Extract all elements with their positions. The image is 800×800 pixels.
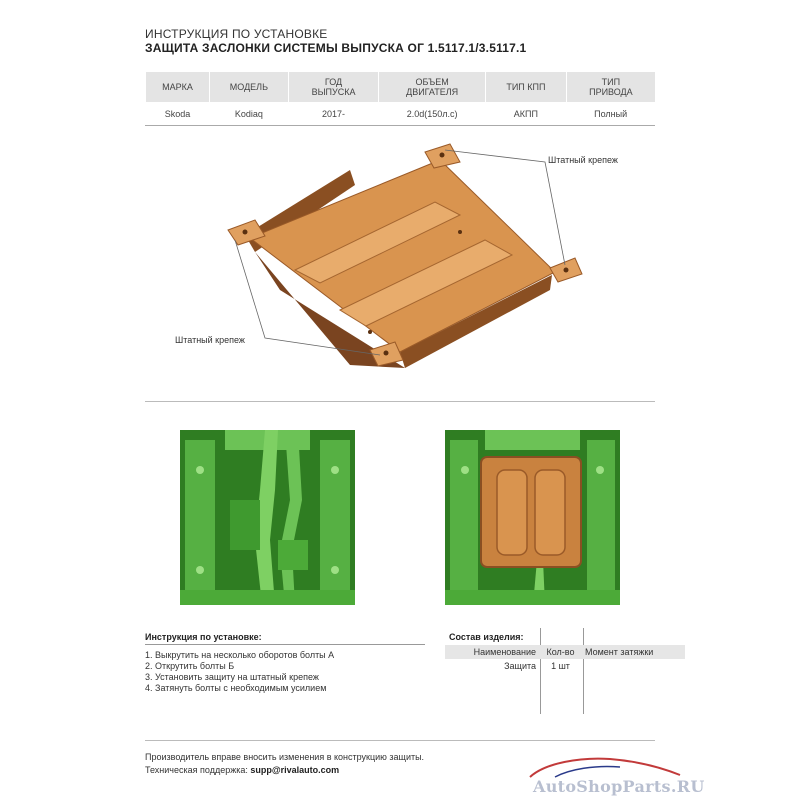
spec-header-gearbox: ТИП КПП xyxy=(486,72,567,102)
instructions-title: Инструкция по установке: xyxy=(145,632,262,642)
mount-hole xyxy=(243,230,248,235)
kit-header-qty: Кол-во xyxy=(539,645,582,659)
kit-table xyxy=(445,645,685,673)
support-label: Техническая поддержка: xyxy=(145,765,248,775)
spec-header-make: МАРКА xyxy=(146,72,210,102)
spec-gearbox: АКПП xyxy=(513,109,538,119)
instruction-step: 2. Открутить болты Б xyxy=(145,661,235,671)
mount-hole xyxy=(440,153,445,158)
kit-item-torque xyxy=(582,659,685,673)
kit-row xyxy=(445,659,685,673)
plate-hole xyxy=(368,330,372,334)
callout-label-bottom: Штатный крепеж xyxy=(175,335,245,345)
spec-header-model: МОДЕЛЬ xyxy=(209,72,288,102)
section-divider xyxy=(145,401,655,402)
instruction-step: 4. Затянуть болты с необходимым усилием xyxy=(145,683,327,693)
kit-title: Состав изделия: xyxy=(449,632,524,642)
spec-model: Kodiaq xyxy=(234,109,263,119)
spec-header-year: ГОД ВЫПУСКА xyxy=(288,72,378,102)
kit-header-name: Наименование xyxy=(445,645,539,659)
footer-divider xyxy=(145,740,655,741)
vehicle-spec-table xyxy=(145,72,655,126)
spec-header-drive: ТИП ПРИВОДА xyxy=(566,72,655,102)
spec-year: 2017- xyxy=(322,109,346,119)
kit-header-row xyxy=(445,645,685,659)
spec-make: Skoda xyxy=(164,109,191,119)
spec-divider xyxy=(145,125,655,126)
spec-drive: Полный xyxy=(594,109,628,119)
spec-header-row xyxy=(146,72,656,102)
plate-hole xyxy=(458,230,462,234)
spec-header-engine: ОБЪЕМ ДВИГАТЕЛЯ xyxy=(379,72,486,102)
underbody-after-icon xyxy=(445,430,620,605)
kit-item-qty: 1 шт xyxy=(551,661,570,671)
mount-hole xyxy=(564,268,569,273)
instruction-step: 1. Выкрутить на несколько оборотов болты А xyxy=(145,650,335,660)
support-email: supp@rivalauto.com xyxy=(250,765,340,775)
product-title: ЗАЩИТА ЗАСЛОНКИ СИСТЕМЫ ВЫПУСКА ОГ 1.5117.1/3.5117.1 xyxy=(145,41,527,55)
instructions-list xyxy=(145,650,334,694)
skid-plate-illustration xyxy=(220,140,620,380)
callout-label-top: Штатный крепеж xyxy=(548,155,618,165)
underbody-before-icon xyxy=(180,430,355,605)
spec-row xyxy=(146,102,656,126)
kit-header-torque: Момент затяжки xyxy=(582,645,685,659)
installed-plate xyxy=(481,457,581,567)
watermark-logo-text: AutoShopParts.RU xyxy=(533,777,705,796)
kit-item-name: Защита xyxy=(504,661,536,671)
mount-hole xyxy=(384,351,389,356)
footer-support xyxy=(145,765,339,775)
spec-engine: 2.0d(150л.с) xyxy=(406,109,458,119)
instructions-divider xyxy=(145,644,425,645)
footer-note: Производитель вправе вносить изменения в конструкцию защиты. xyxy=(145,752,425,762)
document-title: ИНСТРУКЦИЯ ПО УСТАНОВКЕ xyxy=(145,27,328,41)
instruction-step: 3. Установить защиту на штатный крепеж xyxy=(145,672,319,682)
